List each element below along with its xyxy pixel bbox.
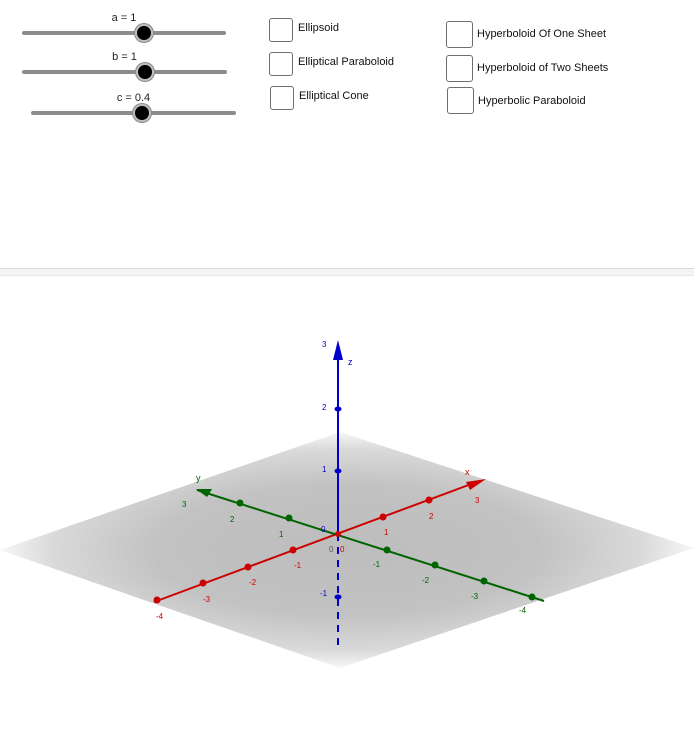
y-tick-point [237,500,244,507]
checkbox-hyperboloid-two-sheets-label[interactable]: Hyperboloid of Two Sheets [477,62,609,74]
axes-3d-canvas[interactable] [0,276,694,746]
slider-c-thumb[interactable] [133,104,151,122]
y-tick-label: 2 [230,515,235,524]
x-tick-point [380,514,387,521]
z-axis-arrow [333,340,343,360]
xy-plane [0,432,694,668]
slider-a[interactable] [22,12,226,52]
y-tick-label: 3 [182,500,187,509]
checkbox-elliptical-cone-label[interactable]: Elliptical Cone [299,90,369,102]
x-tick-label: -4 [156,612,164,621]
y-tick-label: 1 [279,530,284,539]
checkbox-elliptical-cone[interactable] [270,86,369,110]
z-tick-point [335,595,342,600]
checkbox-hyperboloid-two-sheets[interactable] [446,55,608,82]
slider-a-thumb[interactable] [135,24,153,42]
y-axis-name: y [196,473,201,483]
slider-a-track[interactable] [22,31,226,35]
y-tick-point [529,594,536,601]
checkbox-ellipsoid[interactable] [269,18,339,42]
checkbox-hyperboloid-one-sheet-box[interactable] [446,21,473,48]
x-tick-label: 0 [340,545,345,554]
y-tick-point [286,515,293,522]
y-tick-label: -1 [373,560,381,569]
x-tick-point [290,547,297,554]
checkbox-ellipsoid-box[interactable] [269,18,293,42]
slider-b-thumb[interactable] [136,63,154,81]
graphics-3d-view[interactable] [0,276,694,746]
x-tick-label: 2 [429,512,434,521]
checkbox-hyperboloid-one-sheet-label[interactable]: Hyperboloid Of One Sheet [477,28,607,40]
z-tick-label: 2 [322,403,327,412]
slider-b[interactable] [22,51,227,91]
y-tick-label: 0 [329,545,334,554]
slider-b-label: b = 1 [112,51,137,63]
z-tick-label: -1 [320,589,328,598]
x-tick-point [245,564,252,571]
slider-c-label: c = 0.4 [116,92,151,104]
checkbox-hyperboloid-one-sheet[interactable] [446,21,606,48]
y-tick-label: -3 [471,592,479,601]
y-tick-label: -2 [422,576,430,585]
x-tick-point [200,580,207,587]
checkbox-hyperbolic-paraboloid-label[interactable]: Hyperbolic Paraboloid [478,94,586,107]
x-tick-label: 3 [475,496,480,505]
checkbox-hyperboloid-two-sheets-box[interactable] [446,55,473,82]
slider-a-label: a = 1 [111,12,137,24]
z-tick-point [335,469,342,474]
y-tick-point [384,547,391,554]
checkbox-hyperbolic-paraboloid-box[interactable] [447,87,474,114]
slider-b-track[interactable] [22,70,227,74]
checkbox-elliptical-paraboloid-label[interactable]: Elliptical Paraboloid [298,55,394,68]
checkbox-elliptical-cone-box[interactable] [270,86,294,110]
x-axis-name: x [465,467,470,477]
x-tick-point [154,597,161,604]
z-tick-label: 0 [321,525,326,534]
controls-panel [0,0,694,268]
y-tick-label: -4 [519,606,527,615]
x-tick-label: -3 [203,595,211,604]
z-axis-name: z [348,357,353,367]
origin-point [335,531,341,537]
z-tick-label: 1 [322,465,327,474]
x-tick-label: -2 [249,578,257,587]
pane-divider[interactable] [0,268,694,276]
x-tick-point [426,497,433,504]
slider-c[interactable] [31,92,236,132]
x-tick-label: 1 [384,528,389,537]
z-tick-point [335,407,342,412]
checkbox-ellipsoid-label[interactable]: Ellipsoid [298,21,339,34]
y-tick-point [481,578,488,585]
checkbox-hyperbolic-paraboloid[interactable] [447,87,586,114]
x-tick-label: -1 [294,561,302,570]
checkbox-elliptical-paraboloid[interactable] [269,52,394,76]
checkbox-elliptical-paraboloid-box[interactable] [269,52,293,76]
z-tick-label: 3 [322,340,327,349]
y-tick-point [432,562,439,569]
